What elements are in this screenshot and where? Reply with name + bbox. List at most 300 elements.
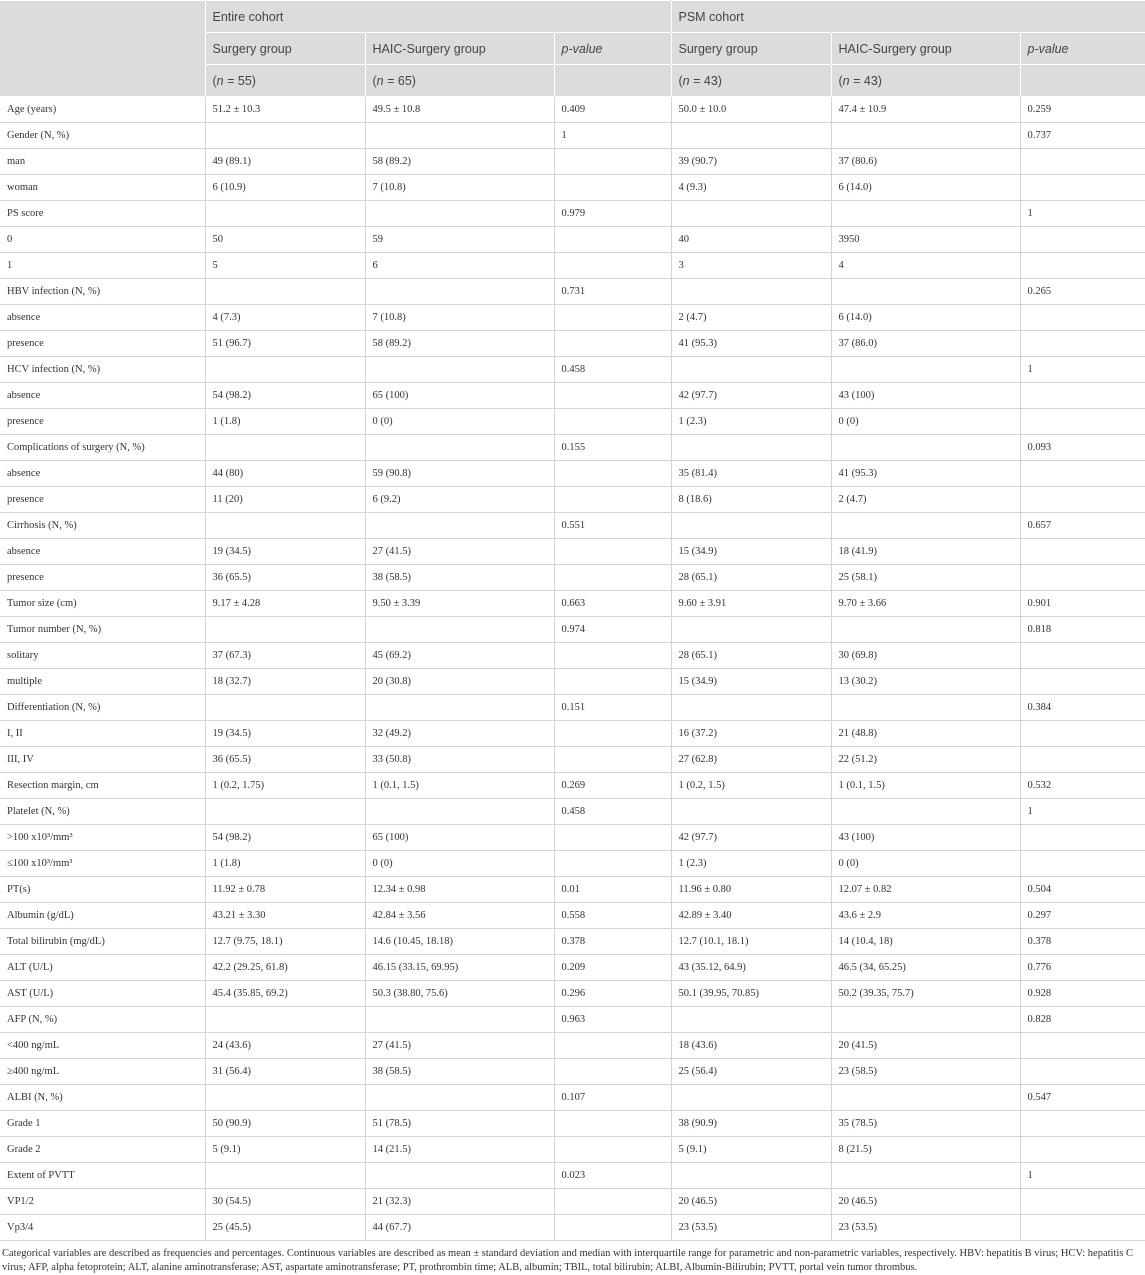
header-col-label: HAIC-Surgery group xyxy=(831,33,1020,65)
table-row xyxy=(0,955,1145,981)
table-cell: 0.458 xyxy=(554,799,671,825)
table-cell: 30 (54.5) xyxy=(205,1189,365,1215)
header-col-n: (n = 43) xyxy=(831,65,1020,97)
table-cell xyxy=(205,435,365,461)
table-cell xyxy=(554,669,671,695)
header-col-label: Surgery group xyxy=(671,33,831,65)
table-row xyxy=(0,253,1145,279)
table-cell xyxy=(205,279,365,305)
table-cell xyxy=(1020,669,1145,695)
table-cell xyxy=(1020,149,1145,175)
table-cell: 43 (100) xyxy=(831,825,1020,851)
table-cell: 15 (34.9) xyxy=(671,539,831,565)
table-cell: 27 (41.5) xyxy=(365,1033,554,1059)
row-label-cell: man xyxy=(0,149,205,175)
table-cell xyxy=(831,279,1020,305)
table-cell: 2 (4.7) xyxy=(671,305,831,331)
table-footnote: Categorical variables are described as frequencies and percentages. Continuous variables are described as mean ± standard deviation and median with interquartile range for parametric and non-parametric variables, respectively. HBV: hepatitis B virus; HCV: hepatitis C virus; AFP, alpha fetoprotein; ALT, alanine aminotransferase; AST, aspartate aminotransferase; PT, prothrombin time; ALB, albumin; TBIL, total bilirubin; ALBI, Albumin-Bilirubin; PVTT, portal vein tumor thrombus. xyxy=(2,1248,1133,1273)
table-cell xyxy=(205,357,365,383)
row-label-cell: Tumor number (N, %) xyxy=(0,617,205,643)
table-row xyxy=(0,565,1145,591)
table-row xyxy=(0,435,1145,461)
table-cell xyxy=(365,279,554,305)
row-label-cell: ALT (U/L) xyxy=(0,955,205,981)
table-cell xyxy=(1020,305,1145,331)
table-cell: 37 (67.3) xyxy=(205,643,365,669)
table-cell: 1 (2.3) xyxy=(671,409,831,435)
table-row xyxy=(0,617,1145,643)
table-cell: 0.532 xyxy=(1020,773,1145,799)
table-cell: 20 (41.5) xyxy=(831,1033,1020,1059)
table-cell xyxy=(1020,227,1145,253)
table-row xyxy=(0,227,1145,253)
row-label-cell: VP1/2 xyxy=(0,1189,205,1215)
table-cell: 0 (0) xyxy=(365,409,554,435)
table-cell xyxy=(554,565,671,591)
table-cell xyxy=(671,201,831,227)
table-cell xyxy=(554,1189,671,1215)
table-cell xyxy=(831,695,1020,721)
table-cell: 11.92 ± 0.78 xyxy=(205,877,365,903)
table-cell: 27 (41.5) xyxy=(365,539,554,565)
table-row xyxy=(0,487,1145,513)
table-row xyxy=(0,201,1145,227)
header-col-label-text: p-value xyxy=(1027,41,1069,56)
table-cell xyxy=(205,695,365,721)
table-cell xyxy=(831,357,1020,383)
row-label-cell: Age (years) xyxy=(0,97,205,123)
row-label-cell: presence xyxy=(0,487,205,513)
table-cell: 0.657 xyxy=(1020,513,1145,539)
table-cell: 41 (95.3) xyxy=(671,331,831,357)
table-cell: 27 (62.8) xyxy=(671,747,831,773)
table-cell xyxy=(554,1059,671,1085)
table-row xyxy=(0,279,1145,305)
table-row xyxy=(0,1059,1145,1085)
table-cell: 50.2 (39.35, 75.7) xyxy=(831,981,1020,1007)
header-col-n: (n = 55) xyxy=(205,65,365,97)
table-cell: 6 (10.9) xyxy=(205,175,365,201)
table-cell: 18 (43.6) xyxy=(671,1033,831,1059)
table-cell: 12.7 (10.1, 18.1) xyxy=(671,929,831,955)
table-cell xyxy=(554,409,671,435)
table-cell xyxy=(365,799,554,825)
table-cell: 43 (100) xyxy=(831,383,1020,409)
table-cell: 1 (0.2, 1.5) xyxy=(671,773,831,799)
table-row xyxy=(0,981,1145,1007)
table-cell: 4 (7.3) xyxy=(205,305,365,331)
table-row xyxy=(0,799,1145,825)
table-cell: 65 (100) xyxy=(365,383,554,409)
table-cell xyxy=(365,617,554,643)
table-row xyxy=(0,591,1145,617)
table-cell: 42.84 ± 3.56 xyxy=(365,903,554,929)
n-symbol: n xyxy=(682,73,690,88)
table-cell xyxy=(365,435,554,461)
table-cell: 0.928 xyxy=(1020,981,1145,1007)
table-cell: 28 (65.1) xyxy=(671,565,831,591)
table-cell xyxy=(1020,487,1145,513)
table-cell xyxy=(205,201,365,227)
table-row xyxy=(0,1007,1145,1033)
row-label-cell: <400 ng/mL xyxy=(0,1033,205,1059)
header-col-label: HAIC-Surgery group xyxy=(365,33,554,65)
table-cell xyxy=(1020,461,1145,487)
table-row xyxy=(0,175,1145,201)
row-label-cell: III, IV xyxy=(0,747,205,773)
table-cell: 11.96 ± 0.80 xyxy=(671,877,831,903)
table-cell: 44 (67.7) xyxy=(365,1215,554,1241)
table-row xyxy=(0,1189,1145,1215)
table-row xyxy=(0,929,1145,955)
row-label-cell: absence xyxy=(0,461,205,487)
row-label-cell: absence xyxy=(0,539,205,565)
table-cell: 0.731 xyxy=(554,279,671,305)
table-cell xyxy=(1020,1215,1145,1241)
table-cell: 23 (53.5) xyxy=(831,1215,1020,1241)
table-cell xyxy=(831,201,1020,227)
table-cell: 0.409 xyxy=(554,97,671,123)
table-row xyxy=(0,877,1145,903)
table-cell: 43.21 ± 3.30 xyxy=(205,903,365,929)
table-cell xyxy=(671,695,831,721)
table-cell: 0.01 xyxy=(554,877,671,903)
table-body xyxy=(0,97,1145,1241)
row-label-cell: 1 xyxy=(0,253,205,279)
table-cell xyxy=(554,227,671,253)
header-col-label-text: p-value xyxy=(561,41,603,56)
table-cell: 51 (96.7) xyxy=(205,331,365,357)
table-cell: 45.4 (35.85, 69.2) xyxy=(205,981,365,1007)
table-row xyxy=(0,305,1145,331)
table-cell xyxy=(831,1007,1020,1033)
table-cell xyxy=(554,747,671,773)
table-cell: 40 xyxy=(671,227,831,253)
n-symbol: n xyxy=(376,73,384,88)
table-cell xyxy=(205,799,365,825)
table-cell xyxy=(1020,643,1145,669)
table-cell: 9.70 ± 3.66 xyxy=(831,591,1020,617)
table-cell: 0 (0) xyxy=(831,409,1020,435)
table-cell: 14 (10.4, 18) xyxy=(831,929,1020,955)
table-cell xyxy=(1020,747,1145,773)
table-cell xyxy=(554,253,671,279)
table-cell: 38 (58.5) xyxy=(365,565,554,591)
table-row xyxy=(0,123,1145,149)
table-cell xyxy=(1020,1059,1145,1085)
table-cell: 2 (4.7) xyxy=(831,487,1020,513)
table-cell: 58 (89.2) xyxy=(365,149,554,175)
table-row xyxy=(0,1163,1145,1189)
table-cell xyxy=(671,123,831,149)
table-cell: 43.6 ± 2.9 xyxy=(831,903,1020,929)
table-cell xyxy=(554,383,671,409)
table-cell xyxy=(671,513,831,539)
table-cell: 4 xyxy=(831,253,1020,279)
table-cell: 3 xyxy=(671,253,831,279)
header-col-label xyxy=(554,33,671,65)
table-cell: 0.663 xyxy=(554,591,671,617)
table-cell xyxy=(1020,1189,1145,1215)
table-cell xyxy=(554,461,671,487)
table-cell xyxy=(365,123,554,149)
table-cell: 37 (80.6) xyxy=(831,149,1020,175)
table-cell xyxy=(671,1085,831,1111)
n-symbol: n xyxy=(216,73,224,88)
table-cell: 12.7 (9.75, 18.1) xyxy=(205,929,365,955)
row-label-cell: I, II xyxy=(0,721,205,747)
table-cell: 0.269 xyxy=(554,773,671,799)
table-cell xyxy=(1020,851,1145,877)
table-cell: 59 xyxy=(365,227,554,253)
table-cell xyxy=(831,1085,1020,1111)
table-cell: 35 (78.5) xyxy=(831,1111,1020,1137)
table-cell: 38 (90.9) xyxy=(671,1111,831,1137)
table-cell: 44 (80) xyxy=(205,461,365,487)
table-cell: 3950 xyxy=(831,227,1020,253)
table-cell: 23 (53.5) xyxy=(671,1215,831,1241)
row-label-cell: 0 xyxy=(0,227,205,253)
row-label-cell: presence xyxy=(0,331,205,357)
table-cell: 0.209 xyxy=(554,955,671,981)
table-cell: 8 (21.5) xyxy=(831,1137,1020,1163)
table-cell: 1 (1.8) xyxy=(205,409,365,435)
header-col-n: (n = 43) xyxy=(671,65,831,97)
table-cell: 21 (48.8) xyxy=(831,721,1020,747)
table-cell: 0.901 xyxy=(1020,591,1145,617)
table-cell: 8 (18.6) xyxy=(671,487,831,513)
table-cell xyxy=(1020,1137,1145,1163)
header-row-groups xyxy=(0,1,1145,33)
row-label-cell: HCV infection (N, %) xyxy=(0,357,205,383)
table-cell: 12.34 ± 0.98 xyxy=(365,877,554,903)
row-label-cell: Albumin (g/dL) xyxy=(0,903,205,929)
table-cell: 0.107 xyxy=(554,1085,671,1111)
table-cell: 1 (2.3) xyxy=(671,851,831,877)
table-cell xyxy=(554,305,671,331)
table-row xyxy=(0,669,1145,695)
table-cell: 24 (43.6) xyxy=(205,1033,365,1059)
table-header xyxy=(0,1,1145,97)
table-cell: 28 (65.1) xyxy=(671,643,831,669)
table-row xyxy=(0,331,1145,357)
table-cell xyxy=(554,851,671,877)
table-cell: 0.151 xyxy=(554,695,671,721)
table-cell: 42.2 (29.25, 61.8) xyxy=(205,955,365,981)
table-cell: 1 xyxy=(1020,1163,1145,1189)
table-cell: 0.023 xyxy=(554,1163,671,1189)
table-cell xyxy=(1020,1033,1145,1059)
table-cell: 1 (1.8) xyxy=(205,851,365,877)
table-cell: 0.093 xyxy=(1020,435,1145,461)
row-label-cell: PS score xyxy=(0,201,205,227)
table-cell: 42 (97.7) xyxy=(671,825,831,851)
table-cell xyxy=(365,1007,554,1033)
table-cell xyxy=(671,357,831,383)
table-cell xyxy=(671,1163,831,1189)
table-cell: 1 xyxy=(554,123,671,149)
table-cell: 12.07 ± 0.82 xyxy=(831,877,1020,903)
row-label-cell: Grade 1 xyxy=(0,1111,205,1137)
table-cell xyxy=(554,175,671,201)
table-cell xyxy=(1020,383,1145,409)
row-label-cell: HBV infection (N, %) xyxy=(0,279,205,305)
table-row xyxy=(0,747,1145,773)
table-cell: 16 (37.2) xyxy=(671,721,831,747)
table-cell: 0 (0) xyxy=(365,851,554,877)
table-cell: 49 (89.1) xyxy=(205,149,365,175)
table-row xyxy=(0,1085,1145,1111)
table-cell: 0.776 xyxy=(1020,955,1145,981)
table-cell: 20 (46.5) xyxy=(671,1189,831,1215)
row-label-cell: Total bilirubin (mg/dL) xyxy=(0,929,205,955)
table-cell: 5 (9.1) xyxy=(205,1137,365,1163)
table-cell xyxy=(1020,331,1145,357)
table-cell: 7 (10.8) xyxy=(365,305,554,331)
table-row xyxy=(0,1111,1145,1137)
table-cell: 39 (90.7) xyxy=(671,149,831,175)
table-cell xyxy=(671,799,831,825)
table-cell xyxy=(205,1007,365,1033)
table-cell: 6 (14.0) xyxy=(831,175,1020,201)
table-cell: 50 xyxy=(205,227,365,253)
table-row xyxy=(0,1033,1145,1059)
row-label-cell: Resection margin, cm xyxy=(0,773,205,799)
table-cell: 1 (0.1, 1.5) xyxy=(831,773,1020,799)
table-cell: 0.155 xyxy=(554,435,671,461)
table-cell: 14 (21.5) xyxy=(365,1137,554,1163)
table-cell xyxy=(671,617,831,643)
table-cell: 59 (90.8) xyxy=(365,461,554,487)
table-row xyxy=(0,461,1145,487)
table-cell: 19 (34.5) xyxy=(205,539,365,565)
row-label-cell: multiple xyxy=(0,669,205,695)
table-cell: 0.818 xyxy=(1020,617,1145,643)
table-cell: 9.60 ± 3.91 xyxy=(671,591,831,617)
table-cell: 33 (50.8) xyxy=(365,747,554,773)
table-cell xyxy=(365,201,554,227)
table-cell: 1 xyxy=(1020,799,1145,825)
table-cell: 0.259 xyxy=(1020,97,1145,123)
table-cell xyxy=(554,721,671,747)
table-cell: 50.1 (39.95, 70.85) xyxy=(671,981,831,1007)
header-entire-cohort: Entire cohort xyxy=(205,1,671,33)
header-col-label xyxy=(1020,33,1145,65)
table-cell xyxy=(554,539,671,565)
table-cell: 13 (30.2) xyxy=(831,669,1020,695)
row-label-cell: Cirrhosis (N, %) xyxy=(0,513,205,539)
table-cell xyxy=(554,487,671,513)
row-label-cell: solitary xyxy=(0,643,205,669)
row-label-cell: Platelet (N, %) xyxy=(0,799,205,825)
header-col-n xyxy=(554,65,671,97)
table-cell: 9.50 ± 3.39 xyxy=(365,591,554,617)
table-cell: 0 (0) xyxy=(831,851,1020,877)
table-cell: 7 (10.8) xyxy=(365,175,554,201)
table-cell: 0.297 xyxy=(1020,903,1145,929)
table-row xyxy=(0,1215,1145,1241)
row-label-cell: Gender (N, %) xyxy=(0,123,205,149)
table-cell: 51 (78.5) xyxy=(365,1111,554,1137)
table-cell: 0.551 xyxy=(554,513,671,539)
row-label-cell: absence xyxy=(0,383,205,409)
table-cell: 50.0 ± 10.0 xyxy=(671,97,831,123)
header-col-label: Surgery group xyxy=(205,33,365,65)
table-cell: 25 (58.1) xyxy=(831,565,1020,591)
table-cell: 0.737 xyxy=(1020,123,1145,149)
table-cell: 5 xyxy=(205,253,365,279)
table-cell: 21 (32.3) xyxy=(365,1189,554,1215)
header-col-n xyxy=(1020,65,1145,97)
table-cell: 25 (56.4) xyxy=(671,1059,831,1085)
table-cell: 0.504 xyxy=(1020,877,1145,903)
table-cell: 0.458 xyxy=(554,357,671,383)
table-cell: 0.384 xyxy=(1020,695,1145,721)
row-label-cell: ALBI (N, %) xyxy=(0,1085,205,1111)
row-label-cell: >100 x10³/mm³ xyxy=(0,825,205,851)
table-cell: 6 (9.2) xyxy=(365,487,554,513)
table-cell: 46.5 (34, 65.25) xyxy=(831,955,1020,981)
table-cell xyxy=(1020,565,1145,591)
table-row xyxy=(0,1137,1145,1163)
row-label-cell: ≥400 ng/mL xyxy=(0,1059,205,1085)
row-label-cell: Vp3/4 xyxy=(0,1215,205,1241)
table-cell xyxy=(554,331,671,357)
table-cell xyxy=(554,1033,671,1059)
table-cell: 23 (58.5) xyxy=(831,1059,1020,1085)
table-cell: 18 (32.7) xyxy=(205,669,365,695)
row-label-cell: Differentiation (N, %) xyxy=(0,695,205,721)
row-label-cell: absence xyxy=(0,305,205,331)
table-cell: 1 xyxy=(1020,201,1145,227)
row-label-cell: Extent of PVTT xyxy=(0,1163,205,1189)
table-cell xyxy=(554,1137,671,1163)
table-cell: 58 (89.2) xyxy=(365,331,554,357)
row-label-cell: ≤100 x10³/mm³ xyxy=(0,851,205,877)
table-cell: 49.5 ± 10.8 xyxy=(365,97,554,123)
table-cell xyxy=(1020,539,1145,565)
table-cell: 11 (20) xyxy=(205,487,365,513)
table-cell: 38 (58.5) xyxy=(365,1059,554,1085)
table-row xyxy=(0,539,1145,565)
table-cell xyxy=(365,513,554,539)
row-label-cell: presence xyxy=(0,409,205,435)
row-label-cell: woman xyxy=(0,175,205,201)
table-cell: 36 (65.5) xyxy=(205,747,365,773)
table-cell: 43 (35.12, 64.9) xyxy=(671,955,831,981)
table-cell: 42.89 ± 3.40 xyxy=(671,903,831,929)
table-cell: 22 (51.2) xyxy=(831,747,1020,773)
table-cell: 9.17 ± 4.28 xyxy=(205,591,365,617)
table-row xyxy=(0,97,1145,123)
table-cell: 0.378 xyxy=(554,929,671,955)
table-cell xyxy=(365,357,554,383)
table-cell: 6 (14.0) xyxy=(831,305,1020,331)
table-cell: 32 (49.2) xyxy=(365,721,554,747)
table-cell xyxy=(671,279,831,305)
row-label-cell: Tumor size (cm) xyxy=(0,591,205,617)
table-cell xyxy=(554,643,671,669)
table-cell: 5 (9.1) xyxy=(671,1137,831,1163)
table-row xyxy=(0,409,1145,435)
table-row xyxy=(0,851,1145,877)
table-cell xyxy=(205,513,365,539)
table-cell xyxy=(831,435,1020,461)
header-blank-cell xyxy=(0,1,205,97)
table-cell xyxy=(554,1215,671,1241)
table-cell xyxy=(554,1111,671,1137)
table-cell: 18 (41.9) xyxy=(831,539,1020,565)
